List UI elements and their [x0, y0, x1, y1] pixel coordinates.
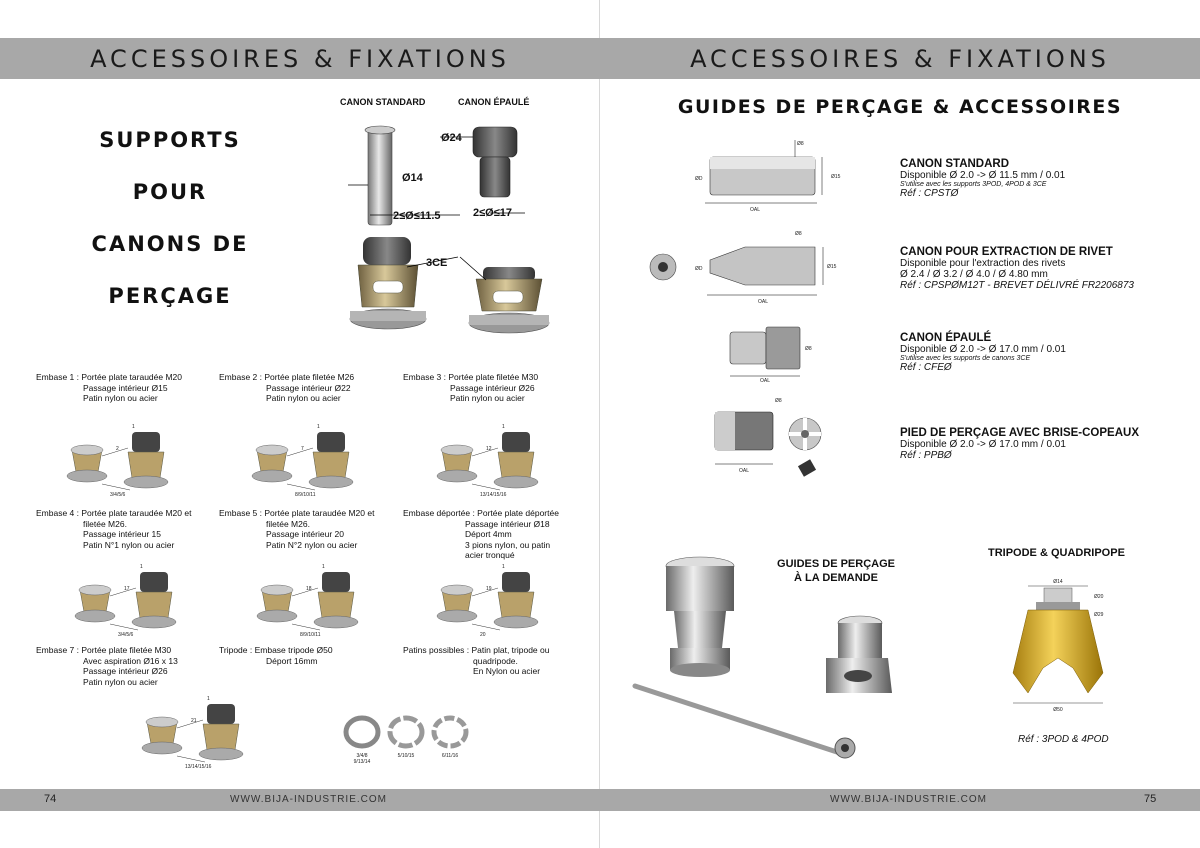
oal-label-2: OAL [757, 299, 769, 305]
dim-range-epaule: 2≤Ø≤17 [473, 207, 512, 219]
embase-7-text: Embase 7 : Portée plate filetée M30 Avec aspiration Ø16 x 13 Passage intérieur Ø26 Patin nylon ou acier [36, 645, 178, 687]
guide-large [666, 557, 734, 677]
embase-deportee-text: Embase déportée : Portée plate déportée Passage intérieur Ø18 Déport 4mm 3 pions nylon, ou patin acier tronqué [403, 508, 559, 560]
embase-figure-5 [240, 560, 390, 640]
product-note: S'utilise avec les supports de canons 3CE [900, 355, 1031, 362]
embase-figure-7 [125, 692, 275, 772]
product-ref: Réf : CFEØ [900, 362, 952, 373]
title-line-3: CANONS DE [91, 232, 249, 256]
embase-3-text: Embase 3 : Portée plate filetée M30 Passage intérieur Ø26 Patin nylon ou acier [403, 372, 539, 403]
embase-callout-2: 18 [306, 586, 312, 592]
product-canon-epaule [900, 332, 1066, 373]
patin-label-2: 5/10/15 [397, 753, 415, 759]
patin-tripode [390, 718, 422, 746]
canon-epaule-drawing [725, 320, 835, 385]
website-link-left[interactable]: WWW.BIJA-INDUSTRIE.COM [230, 794, 387, 805]
d8-label-1: Ø8 [797, 141, 804, 147]
product-availability: Disponible Ø 2.0 -> Ø 11.5 mm / 0.01 [900, 170, 1066, 181]
product-availability: Disponible Ø 2.0 -> Ø 17.0 mm / 0.01 [900, 344, 1066, 355]
patin-flat [346, 718, 378, 746]
dd-label-1: ØD [695, 176, 703, 182]
product-title: CANON POUR EXTRACTION DE RIVET [900, 246, 1113, 258]
oal-label-4: OAL [738, 468, 750, 474]
tripode-ref: Réf : 3POD & 4POD [1018, 734, 1109, 745]
d15-label-1: Ø15 [831, 174, 841, 180]
embase-figure-2 [235, 420, 385, 500]
product-pied-percage [900, 427, 1139, 461]
patins-illustration [342, 712, 472, 767]
section-heading: GUIDES DE PERÇAGE & ACCESSOIRES [677, 96, 1123, 118]
embase-callout-1: 1 [140, 564, 143, 570]
canon-standard-label: CANON STANDARD [340, 97, 426, 107]
patin-quadripode [434, 718, 466, 746]
d29-label: Ø29 [1094, 612, 1104, 618]
embase-callout-3: 8/9/10/11 [295, 492, 316, 498]
canon-extraction-drawing [645, 225, 845, 305]
guides-demande-title: GUIDES DE PERÇAGE À LA DEMANDE [777, 558, 895, 584]
3ce-left [350, 237, 426, 329]
guide-small [826, 616, 892, 693]
embase-callout-1: 1 [317, 424, 320, 430]
d8-label-4: Ø8 [775, 398, 782, 404]
product-ref: Réf : PPBØ [900, 450, 952, 461]
extraction-rod [635, 686, 855, 758]
d14-label: Ø14 [1053, 579, 1063, 585]
embase-callout-2: 7 [301, 446, 304, 452]
canons-3ce-illustration [340, 115, 580, 340]
title-line-2: POUR [132, 180, 208, 204]
embase-callout-2: 19 [486, 586, 492, 592]
guides-demande-illustration [630, 548, 890, 778]
dd-label-2: ØD [695, 266, 703, 272]
embase-1-text: Embase 1 : Portée plate taraudée M20 Passage intérieur Ø15 Patin nylon ou acier [36, 372, 183, 403]
product-diameters: Ø 2.4 / Ø 3.2 / Ø 4.0 / Ø 4.80 mm [900, 269, 1048, 280]
embase-callout-2: 21 [191, 718, 197, 724]
3ce-right [469, 267, 549, 333]
embase-callout-3: 20 [480, 632, 486, 638]
oal-label-1: OAL [749, 207, 761, 213]
tag-3ce: 3CE [426, 257, 448, 269]
product-availability: Disponible pour l'extraction des rivets [900, 258, 1066, 269]
product-availability: Disponible Ø 2.0 -> Ø 17.0 mm / 0.01 [900, 439, 1066, 450]
page-number-left: 74 [44, 793, 57, 805]
embase-figure-6 [420, 560, 570, 640]
product-canon-standard [900, 158, 1065, 199]
embase-callout-3: 3/4/5/6 [118, 632, 134, 638]
banner-left-title: ACCESSOIRES & FIXATIONS [90, 44, 510, 73]
canon-standard-drawing [685, 135, 841, 215]
tripode-text: Tripode : Embase tripode Ø50 Déport 16mm [219, 645, 333, 666]
d8-label-2: Ø8 [795, 231, 802, 237]
product-title: CANON STANDARD [900, 158, 1010, 170]
patins-text: Patins possibles : Patin plat, tripode ou quadripode. En Nylon ou acier [403, 645, 550, 676]
patin-label-1: 3/4/8 9/13/14 [353, 753, 371, 765]
title-line-1: SUPPORTS [99, 128, 241, 152]
title-line-4: PERÇAGE [108, 284, 232, 308]
dim-d14: Ø14 [402, 172, 423, 184]
embase-callout-1: 1 [207, 696, 210, 702]
banner-left [0, 38, 600, 79]
footer-right [600, 789, 1200, 811]
embase-5-text: Embase 5 : Portée plate taraudée M20 et filetée M26. Passage intérieur 20 Patin N°2 nylon ou acier [219, 508, 375, 550]
embase-callout-1: 1 [502, 424, 505, 430]
canon-epaule-label: CANON ÉPAULÉ [458, 97, 530, 107]
embase-callout-2: 12 [486, 446, 492, 452]
banner-right [600, 38, 1200, 79]
product-title: PIED DE PERÇAGE AVEC BRISE-COPEAUX [900, 427, 1139, 439]
oal-label-3: OAL [759, 378, 771, 384]
embase-figure-3 [420, 420, 570, 500]
embase-figure-4 [58, 560, 208, 640]
d20-label: Ø20 [1094, 594, 1104, 600]
product-note: S'utilise avec les supports 3POD, 4POD & 3CE [900, 181, 1047, 188]
website-link-right[interactable]: WWW.BIJA-INDUSTRIE.COM [830, 794, 987, 805]
embase-callout-1: 1 [322, 564, 325, 570]
embase-callout-2: 17 [124, 586, 130, 592]
tripode-illustration [1008, 578, 1118, 713]
product-ref: Réf : CPSPØM12T - BREVET DÉLIVRÉ FR2206873 [900, 280, 1134, 291]
dim-d24: Ø24 [441, 132, 462, 144]
d8-label-3: Ø8 [805, 346, 812, 352]
embase-callout-1: 1 [502, 564, 505, 570]
d15-label-2: Ø15 [827, 264, 837, 270]
dim-range-standard: 2≤Ø≤11.5 [393, 210, 441, 222]
embase-callout-3: 8/9/10/11 [300, 632, 321, 638]
product-canon-extraction [900, 246, 1134, 291]
embase-callout-3: 13/14/15/16 [185, 764, 212, 770]
embase-figure-1 [50, 420, 200, 500]
pied-percage-drawing [710, 392, 835, 487]
tripode-title: TRIPODE & QUADRIPOPE [988, 547, 1125, 559]
embase-callout-3: 13/14/15/16 [480, 492, 507, 498]
embase-callout-1: 1 [132, 424, 135, 430]
product-title: CANON ÉPAULÉ [900, 332, 992, 344]
product-ref: Réf : CPSTØ [900, 188, 959, 199]
embase-4-text: Embase 4 : Portée plate taraudée M20 et filetée M26. Passage intérieur 15 Patin N°1 nylon ou acier [36, 508, 192, 550]
patin-label-3: 6/11/16 [441, 753, 459, 759]
embase-2-text: Embase 2 : Portée plate filetée M26 Passage intérieur Ø22 Patin nylon ou acier [219, 372, 355, 403]
page-number-right: 75 [1144, 793, 1157, 805]
embase-callout-3: 3/4/5/6 [110, 492, 126, 498]
page-right [600, 0, 1200, 848]
embase-callout-2: 2 [116, 446, 119, 452]
footer-left [0, 789, 600, 811]
d50-label: Ø50 [1053, 707, 1063, 713]
banner-right-title: ACCESSOIRES & FIXATIONS [690, 44, 1110, 73]
